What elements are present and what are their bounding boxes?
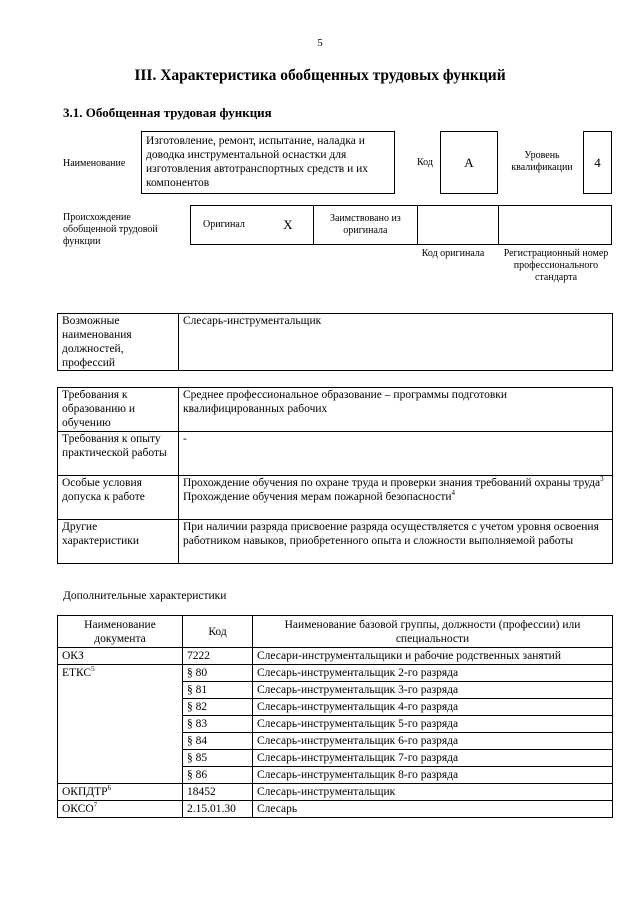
- name-cell: Слесарь-инструментальщик 6-го разряда: [253, 733, 613, 750]
- code-cell: § 86: [183, 767, 253, 784]
- name-cell: Слесарь-инструментальщик 8-го разряда: [253, 767, 613, 784]
- doc-cell: [58, 801, 183, 818]
- reg-number-cell: [499, 206, 612, 245]
- section-title: III. Характеристика обобщенных трудовых функций: [134, 67, 506, 84]
- doc-name: ОКСО: [62, 803, 94, 815]
- function-name-box: [141, 131, 395, 194]
- requirement-value: Среднее профессиональное образование – программы подготовки квалифицированных рабочих: [179, 388, 613, 432]
- reg-number-caption: Регистрационный номер профессионального стандарта: [503, 248, 609, 283]
- subsection-title: 3.1. Обобщенная трудовая функция: [63, 105, 272, 120]
- additional-table: [57, 615, 613, 818]
- requirement-value: -: [179, 432, 613, 476]
- code-cell: § 82: [183, 699, 253, 716]
- code-original-cell: [417, 206, 499, 245]
- code-cell: § 83: [183, 716, 253, 733]
- doc-name: ОКЗ: [62, 650, 84, 662]
- additional-title: Дополнительные характеристики: [63, 590, 227, 602]
- code-label: Код: [417, 157, 433, 168]
- code-cell: § 84: [183, 733, 253, 750]
- table-row: [58, 648, 613, 665]
- page-number: 5: [317, 37, 323, 49]
- borrowed-cell: [313, 206, 417, 245]
- doc-cell: [58, 648, 183, 665]
- name-cell: Слесарь-инструментальщик 5-го разряда: [253, 716, 613, 733]
- doc-cell: [58, 665, 183, 784]
- doc-name: ОКПДТР: [62, 786, 108, 798]
- name-cell: Слесари-инструментальщики и рабочие родственных занятий: [253, 648, 613, 665]
- name-cell: Слесарь-инструментальщик 7-го разряда: [253, 750, 613, 767]
- additional-table-body: [58, 648, 613, 818]
- doc-cell: [58, 784, 183, 801]
- positions-table: [57, 313, 613, 371]
- name-cell: Слесарь-инструментальщик: [253, 784, 613, 801]
- footnote-mark: 6: [107, 784, 112, 793]
- code-cell: § 80: [183, 665, 253, 682]
- requirement-value: [179, 476, 613, 520]
- header-document: Наименование документа: [58, 616, 183, 648]
- table-row: [58, 665, 613, 682]
- requirements-table: [57, 387, 613, 564]
- original-mark: X: [263, 206, 313, 245]
- requirement-value: При наличии разряда присвоение разряда осуществляется с учетом уровня освоения работником навыков, приобретенного опыта и сложности выполняемой работы: [179, 520, 613, 564]
- requirement-label: Другие характеристики: [58, 520, 179, 564]
- borrowed-label: Заимствовано из оригинала: [329, 213, 401, 236]
- code-cell: 7222: [183, 648, 253, 665]
- name-label: Наименование: [63, 158, 126, 169]
- footnote-mark: 4: [451, 489, 456, 498]
- name-cell: Слесарь-инструментальщик 3-го разряда: [253, 682, 613, 699]
- origin-table: [190, 205, 612, 245]
- level-label: Уровень квалификации: [511, 150, 573, 173]
- table-row: [58, 784, 613, 801]
- footnote-mark: 5: [91, 665, 95, 674]
- footnote-mark: 3: [600, 475, 604, 484]
- table-row: [58, 801, 613, 818]
- code-cell: § 85: [183, 750, 253, 767]
- requirement-line: Прохождение обучения мерам пожарной безопасности: [183, 491, 452, 503]
- doc-name: ЕТКС: [62, 667, 92, 679]
- name-cell: Слесарь-инструментальщик 2-го разряда: [253, 665, 613, 682]
- header-code: Код: [183, 616, 253, 648]
- code-box: [440, 131, 498, 194]
- requirement-row: [58, 520, 613, 564]
- function-name-text: Изготовление, ремонт, испытание, наладка и доводка инструментальной оснастки для изготовления автотранспортных средств и их компонентов: [146, 135, 369, 189]
- requirement-label: Требования к образованию и обучению: [58, 388, 179, 432]
- requirement-row: [58, 432, 613, 476]
- code-original-caption: Код оригинала: [421, 248, 485, 259]
- requirement-line: Прохождение обучения по охране труда и проверки знания требований охраны труда: [183, 477, 601, 489]
- name-cell: Слесарь: [253, 801, 613, 818]
- positions-label: Возможные наименования должностей, профессий: [58, 314, 179, 371]
- code-cell: 2.15.01.30: [183, 801, 253, 818]
- level-value: 4: [594, 154, 601, 170]
- positions-value: Слесарь-инструментальщик: [179, 314, 613, 371]
- name-cell: Слесарь-инструментальщик 4-го разряда: [253, 699, 613, 716]
- code-value: A: [464, 154, 474, 170]
- header-name: Наименование базовой группы, должности (профессии) или специальности: [253, 616, 613, 648]
- requirement-row: [58, 476, 613, 520]
- original-label: Оригинал: [203, 219, 245, 230]
- level-box: [583, 131, 612, 194]
- requirement-label: Особые условия допуска к работе: [58, 476, 179, 520]
- origin-label: Происхождение обобщенной трудовой функции: [63, 212, 158, 247]
- footnote-mark: 7: [93, 801, 98, 810]
- code-cell: § 81: [183, 682, 253, 699]
- requirement-row: [58, 388, 613, 432]
- original-cell: [191, 206, 264, 245]
- code-cell: 18452: [183, 784, 253, 801]
- requirement-label: Требования к опыту практической работы: [58, 432, 179, 476]
